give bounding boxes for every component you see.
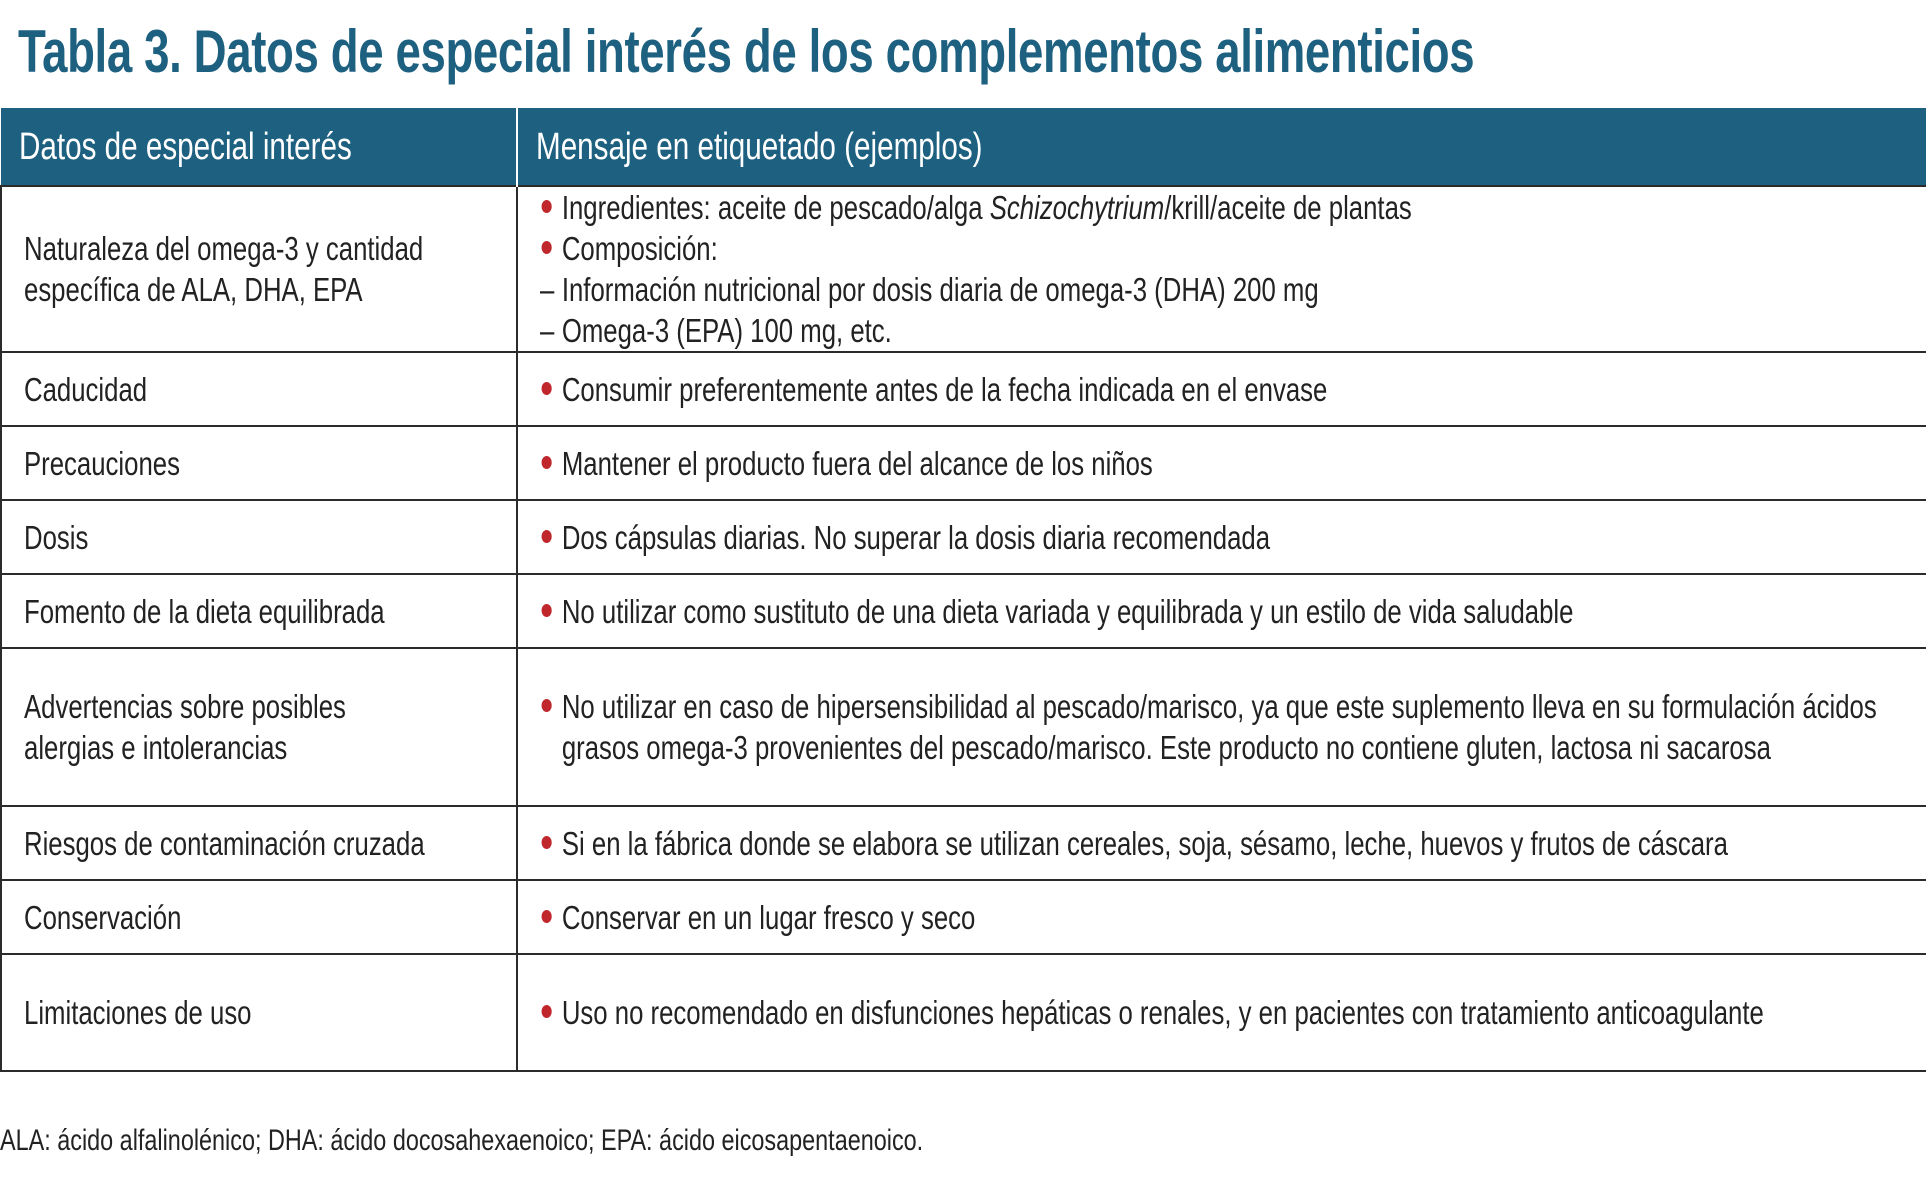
red-dot-bullet-icon bbox=[542, 604, 552, 617]
row-label-riesgos: Riesgos de contaminación cruzada bbox=[1, 806, 517, 880]
list-item: – Omega-3 (EPA) 100 mg, etc. bbox=[540, 312, 892, 349]
row-message-advertencias bbox=[517, 648, 1926, 806]
row-label-omega3: Naturaleza del omega-3 y cantidad específica de ALA, DHA, EPA bbox=[1, 186, 517, 352]
table-row bbox=[1, 954, 1926, 1071]
red-dot-bullet-icon bbox=[542, 836, 552, 849]
table-row bbox=[1, 806, 1926, 880]
red-dot-bullet-icon bbox=[542, 241, 552, 254]
column-header-message: Mensaje en etiquetado (ejemplos) bbox=[517, 108, 1926, 186]
page-title: Tabla 3. Datos de especial interés de los complementos alimenticios bbox=[18, 18, 1475, 85]
row-label-conservacion: Conservación bbox=[1, 880, 517, 954]
list-item: Conservar en un lugar fresco y seco bbox=[540, 897, 1926, 938]
red-dot-bullet-icon bbox=[542, 382, 552, 395]
dash-bullet-icon: – bbox=[540, 312, 555, 349]
row-message-limitaciones bbox=[517, 954, 1926, 1071]
row-message-caducidad bbox=[517, 352, 1926, 426]
red-dot-bullet-icon bbox=[542, 699, 552, 712]
supplement-data-table bbox=[0, 108, 1926, 1072]
red-dot-bullet-icon bbox=[542, 1005, 552, 1018]
list-item: Dos cápsulas diarias. No superar la dosis diaria recomendada bbox=[540, 517, 1926, 558]
list-item: Mantener el producto fuera del alcance de los niños bbox=[540, 443, 1926, 484]
row-label-advertencias: Advertencias sobre posibles alergias e intolerancias bbox=[1, 648, 517, 806]
table-footnote: ALA: ácido alfalinolénico; DHA: ácido docosahexaenoico; EPA: ácido eicosapentaenoico. bbox=[0, 1124, 924, 1157]
list-item: Consumir preferentemente antes de la fecha indicada en el envase bbox=[540, 369, 1926, 410]
red-dot-bullet-icon bbox=[542, 456, 552, 469]
table-row bbox=[1, 352, 1926, 426]
red-dot-bullet-icon bbox=[542, 910, 552, 923]
dash-bullet-icon: – bbox=[540, 271, 555, 308]
table-row bbox=[1, 648, 1926, 806]
list-item: No utilizar como sustituto de una dieta variada y equilibrada y un estilo de vida saludable bbox=[540, 591, 1926, 632]
row-message-omega3 bbox=[517, 186, 1926, 352]
list-item: Si en la fábrica donde se elabora se utilizan cereales, soja, sésamo, leche, huevos y frutos de cáscara bbox=[540, 823, 1926, 864]
row-label-precauciones: Precauciones bbox=[1, 426, 517, 500]
row-label-dosis: Dosis bbox=[1, 500, 517, 574]
row-label-dieta: Fomento de la dieta equilibrada bbox=[1, 574, 517, 648]
row-message-dosis bbox=[517, 500, 1926, 574]
red-dot-bullet-icon bbox=[542, 200, 552, 213]
row-message-conservacion bbox=[517, 880, 1926, 954]
table-row bbox=[1, 500, 1926, 574]
table-row bbox=[1, 574, 1926, 648]
row-message-precauciones bbox=[517, 426, 1926, 500]
list-item: No utilizar en caso de hipersensibilidad al pescado/marisco, ya que este suplemento lleva en su formulación ácidos grasos omega-3 provenientes del pescado/marisco. Este producto no contiene gluten, lactosa ni sacarosa bbox=[540, 686, 1926, 768]
list-item: Composición: bbox=[540, 228, 1926, 269]
row-message-riesgos bbox=[517, 806, 1926, 880]
row-message-dieta bbox=[517, 574, 1926, 648]
list-item: – Información nutricional por dosis diaria de omega-3 (DHA) 200 mg bbox=[540, 271, 1319, 308]
column-header-data: Datos de especial interés bbox=[1, 108, 517, 186]
table-row bbox=[1, 880, 1926, 954]
row-label-limitaciones: Limitaciones de uso bbox=[1, 954, 517, 1071]
list-item: Uso no recomendado en disfunciones hepáticas o renales, y en pacientes con tratamiento anticoagulante bbox=[540, 992, 1926, 1033]
list-item: Ingredientes: aceite de pescado/alga Schizochytrium/krill/aceite de plantas bbox=[540, 187, 1926, 228]
table-header-row bbox=[1, 108, 1926, 186]
table-row bbox=[1, 426, 1926, 500]
table-row bbox=[1, 186, 1926, 352]
row-label-caducidad: Caducidad bbox=[1, 352, 517, 426]
red-dot-bullet-icon bbox=[542, 530, 552, 543]
